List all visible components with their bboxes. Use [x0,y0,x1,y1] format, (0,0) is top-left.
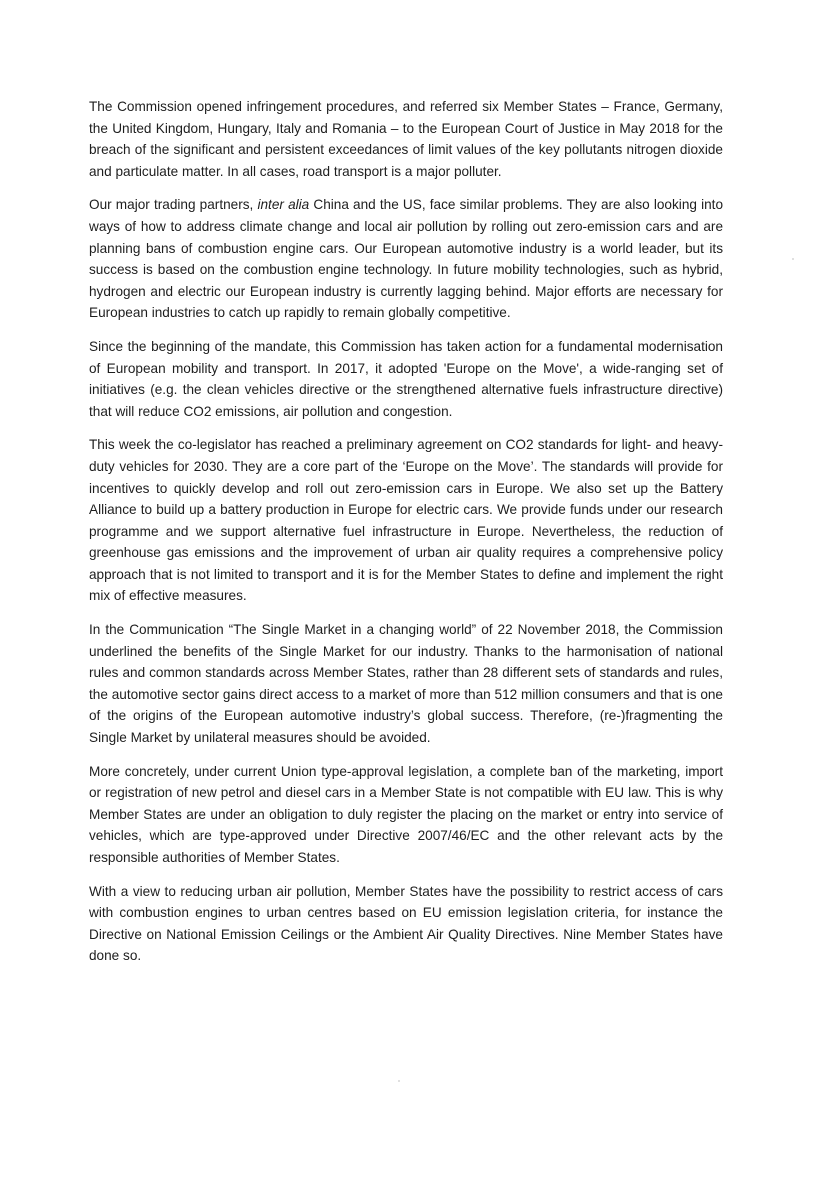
italic-phrase: inter alia [257,197,310,213]
paragraph-text: China and the US, face similar problems. They are also looking into ways of how to address climate change and local air pollution by rolling out zero-emission cars and are planning bans of combustion engine cars. Our European automotive industry is a world leader, but its success is based on the combustion engine technology. In future mobility technologies, such as hybrid, hydrogen and electric our European industry is currently lagging behind. Major efforts are necessary for European industries to catch up rapidly to remain globally competitive. [89,197,724,321]
paragraph-text: With a view to reducing urban air pollution, Member States have the possibility to restrict access of cars with combustion engines to urban centres based on EU emission legislation criteria, for instance the Directive on National Emission Ceilings or the Ambient Air Quality Directives. Nine Member States have done so. [89,883,723,964]
paragraph-text: The Commission opened infringement procedures, and referred six Member States – France, Germany, the United Kingdom, Hungary, Italy and Romania – to the European Court of Justice in May 2018 for the breach of the significant and persistent exceedances of limit values of the key pollutants nitrogen dioxide and particulate matter. In all cases, road transport is a major polluter. [89,99,723,179]
paragraph-text: Since the beginning of the mandate, this Commission has taken action for a fundamental modernisation of European mobility and transport. In 2017, it adopted 'Europe on the Move', a wide-ranging set of initiatives (e.g. the clean vehicles directive or the strengthened alternative fuels infrastructure directive) that will reduce CO2 emissions, air pollution and congestion. [89,338,723,419]
paragraph-infringement-procedures [89,96,723,182]
document-body [89,96,723,979]
paragraph-text: Our major trading partners, [89,197,258,213]
paragraph-commission-action [89,336,723,422]
paragraph-text: In the Communication “The Single Market in a changing world” of 22 November 2018, the Commission underlined the benefits of the Single Market for our industry. Thanks to the harmonisation of national rules and common standards across Member States, rather than 28 different sets of standards and rules, the automotive sector gains direct access to a market of more than 512 million consumers and that is one of the origins of the European automotive industry’s global success. Therefore, (re-)fragmenting the Single Market by unilateral measures should be avoided. [89,622,723,746]
scan-artifact [398,1080,400,1082]
paragraph-type-approval [89,761,723,869]
scan-artifact [792,258,794,260]
paragraph-co2-standards [89,434,723,607]
paragraph-trading-partners [89,194,723,324]
paragraph-text: More concretely, under current Union type-approval legislation, a complete ban of the marketing, import or registration of new petrol and diesel cars in a Member State is not compatible with EU law. This is why Member States are under an obligation to duly register the placing on the market or entry into service of vehicles, which are type-approved under Directive 2007/46/EC and the other relevant acts by the responsible authorities of Member States. [89,763,723,865]
paragraph-text: This week the co-legislator has reached a preliminary agreement on CO2 standards for light- and heavy-duty vehicles for 2030. They are a core part of the ‘Europe on the Move’. The standards will provide for incentives to quickly develop and roll out zero-emission cars in Europe. We also set up the Battery Alliance to build up a battery production in Europe for electric cars. We provide funds under our research programme and we support alternative fuel infrastructure in Europe. Nevertheless, the reduction of greenhouse gas emissions and the improvement of urban air quality requires a comprehensive policy approach that is not limited to transport and it is for the Member States to define and implement the right mix of effective measures. [89,437,723,604]
paragraph-urban-air-pollution [89,881,723,967]
paragraph-single-market [89,619,723,749]
